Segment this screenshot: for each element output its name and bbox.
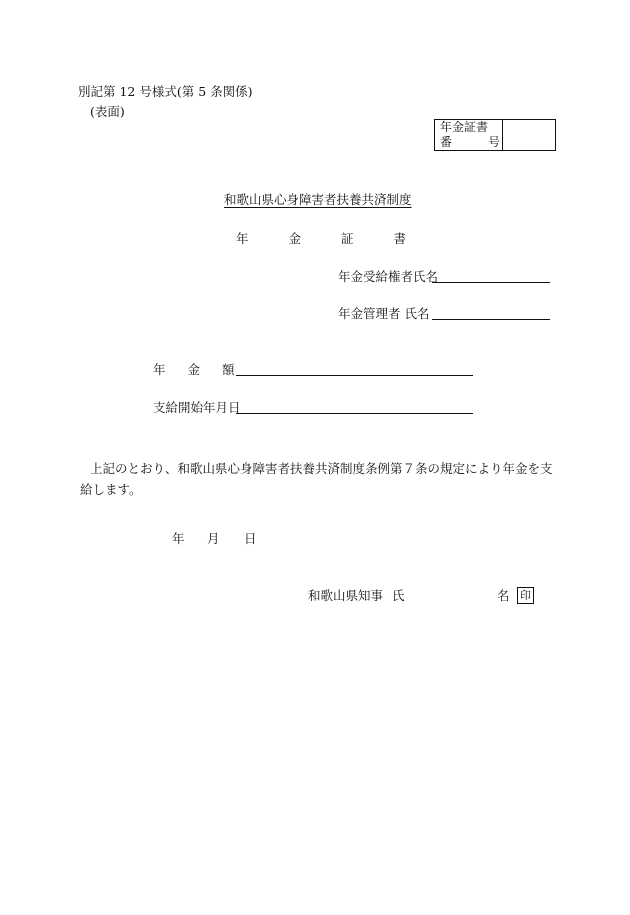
- system-title: 和歌山県心身障害者扶養共済制度: [224, 192, 412, 207]
- document-title: [236, 231, 406, 246]
- doc-title-char: 年: [236, 231, 249, 246]
- amount-label-char: 額: [222, 362, 235, 377]
- certificate-label-line1: 年金証書: [440, 120, 489, 134]
- doc-title-char: 証: [341, 231, 354, 246]
- form-side-label: (表面): [90, 104, 125, 119]
- signature-shi: 氏: [392, 588, 405, 603]
- certificate-number-box: [434, 119, 556, 151]
- statement-text: 上記のとおり、和歌山県心身障害者扶養共済制度条例第７条の規定により年金を支給します。: [80, 461, 553, 497]
- manager-name-label: 年金管理者 氏名: [338, 306, 430, 321]
- doc-title-char: 金: [288, 231, 302, 246]
- recipient-name-label: 年金受給権者氏名: [338, 269, 439, 284]
- certificate-number-label: [435, 120, 503, 150]
- certificate-label-line2: [440, 135, 502, 150]
- date-day: 日: [244, 531, 257, 546]
- amount-label: [153, 362, 235, 377]
- certificate-label-go: 号: [488, 135, 501, 149]
- certificate-label-ban: 番: [440, 135, 453, 149]
- form-number: 別記第 12 号様式(第 5 条関係): [78, 84, 253, 99]
- amount-line: [236, 375, 473, 376]
- doc-title-char: 書: [393, 231, 407, 246]
- certificate-number-value: [503, 120, 555, 150]
- payment-start-date-line: [236, 413, 473, 414]
- recipient-name-line: [432, 282, 550, 283]
- manager-name-line: [432, 319, 550, 320]
- payment-start-date-label: 支給開始年月日: [153, 400, 241, 415]
- amount-label-char: 金: [187, 362, 201, 377]
- date-year: 年: [172, 531, 185, 546]
- signature-mei: 名: [497, 588, 510, 603]
- amount-label-char: 年: [153, 362, 166, 377]
- seal-mark: 印: [517, 587, 534, 604]
- issuer-title: 和歌山県知事: [308, 588, 384, 603]
- date-month: 月: [207, 531, 220, 546]
